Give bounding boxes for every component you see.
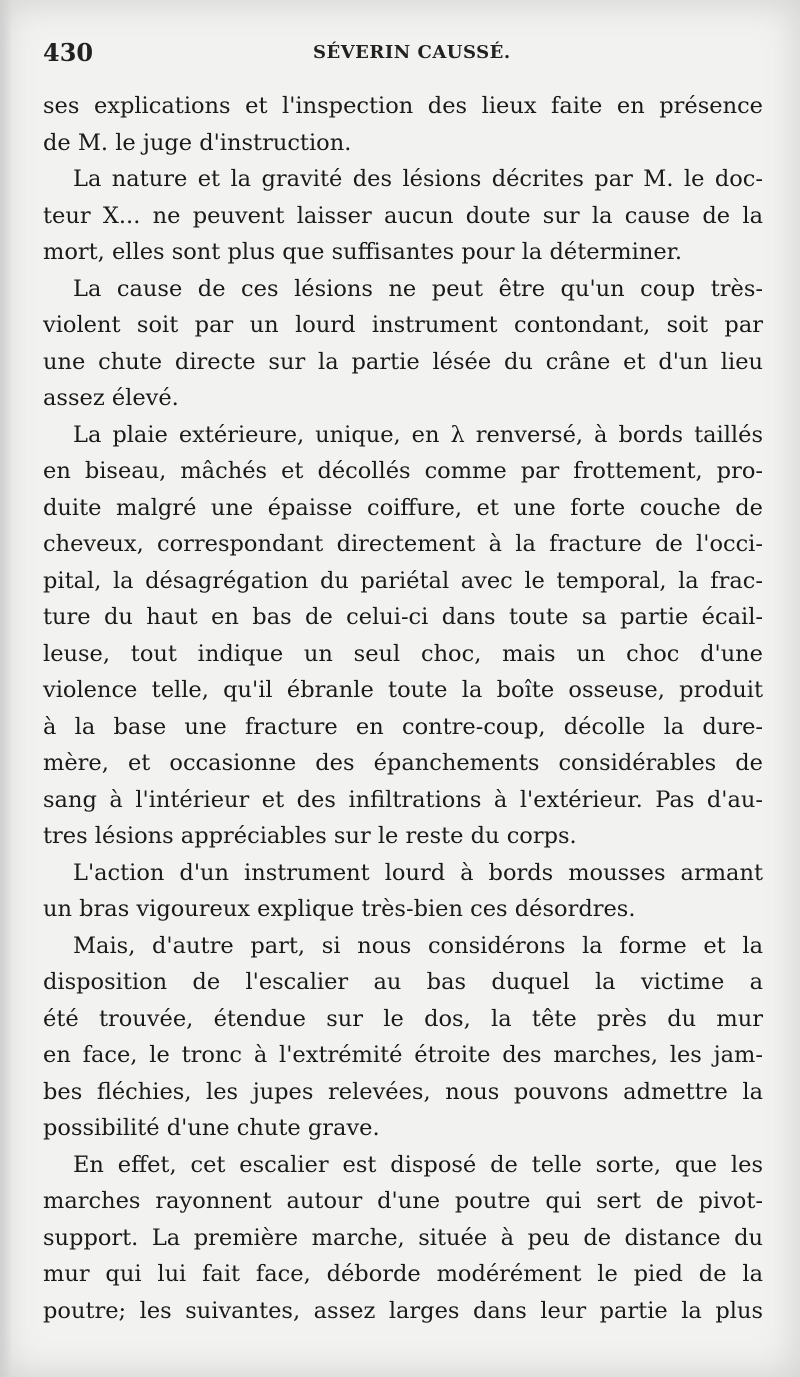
text-line: La plaie extérieure, unique, en λ renversé, à bords taillés (73, 421, 763, 448)
text-line: en face, le tronc à l'extrémité étroite des marches, les jam- (43, 1042, 763, 1068)
running-head: SÉVERIN CAUSSÉ. (313, 42, 511, 63)
text-line: pital, la désagrégation du pariétal avec le temporal, la frac- (43, 567, 763, 594)
text-line: un bras vigoureux explique très-bien ces désordres. (43, 896, 636, 922)
text-line: sang à l'intérieur et des infiltrations à l'extérieur. Pas d'au- (43, 786, 763, 813)
text-line: disposition de l'escalier au bas duquel la victime a (43, 969, 763, 995)
text-line: ses explications et l'inspection des lieux faite en présence (43, 93, 763, 119)
text-line: La nature et la gravité des lésions décrites par M. le doc- (73, 166, 763, 192)
text-line: tres lésions appréciables sur le reste du corps. (43, 823, 577, 849)
page-number: 430 (43, 38, 94, 67)
text-line: été trouvée, étendue sur le dos, la tête près du mur (43, 1005, 763, 1032)
text-line: ture du haut en bas de celui-ci dans toute sa partie écail- (43, 604, 763, 630)
text-line: mort, elles sont plus que suffisantes pour la déterminer. (43, 239, 683, 265)
text-line: mère, et occasionne des épanchements considérables de (43, 750, 763, 776)
page-header (43, 38, 763, 78)
text-line: Mais, d'autre part, si nous considérons la forme et la (73, 932, 763, 959)
page-edge-shadow (0, 0, 12, 1377)
text-line: violence telle, qu'il ébranle toute la boîte osseuse, produit (43, 677, 763, 703)
text-line: mur qui lui fait face, déborde modérément le pied de la (43, 1261, 763, 1287)
text-line: assez élevé. (43, 385, 179, 411)
text-line: poutre; les suivantes, assez larges dans leur partie la plus (43, 1297, 763, 1324)
text-line: support. La première marche, située à peu de distance du (43, 1224, 763, 1251)
text-line: En effet, cet escalier est disposé de telle sorte, que les (73, 1151, 763, 1178)
text-line: cheveux, correspondant directement à la fracture de l'occi- (43, 531, 763, 557)
text-line: en biseau, mâchés et décollés comme par frottement, pro- (43, 458, 763, 484)
text-line: teur X... ne peuvent laisser aucun doute sur la cause de la (43, 202, 763, 229)
text-line: de M. le juge d'instruction. (43, 129, 352, 156)
text-line: marches rayonnent autour d'une poutre qui sert de pivot- (43, 1188, 763, 1214)
text-line: violent soit par un lourd instrument contondant, soit par (43, 312, 763, 338)
text-line: L'action d'un instrument lourd à bords mousses armant (73, 859, 763, 886)
text-line: leuse, tout indique un seul choc, mais un choc d'une (43, 640, 763, 667)
text-line: possibilité d'une chute grave. (43, 1115, 380, 1141)
body-text (43, 88, 763, 1329)
text-line: duite malgré une épaisse coiffure, et une forte couche de (43, 494, 763, 521)
text-line: La cause de ces lésions ne peut être qu'un coup très- (73, 275, 763, 302)
text-line: à la base une fracture en contre-coup, décolle la dure- (43, 713, 763, 740)
text-line: bes fléchies, les jupes relevées, nous pouvons admettre la (43, 1078, 763, 1105)
text-line: une chute directe sur la partie lésée du crâne et d'un lieu (43, 348, 763, 375)
